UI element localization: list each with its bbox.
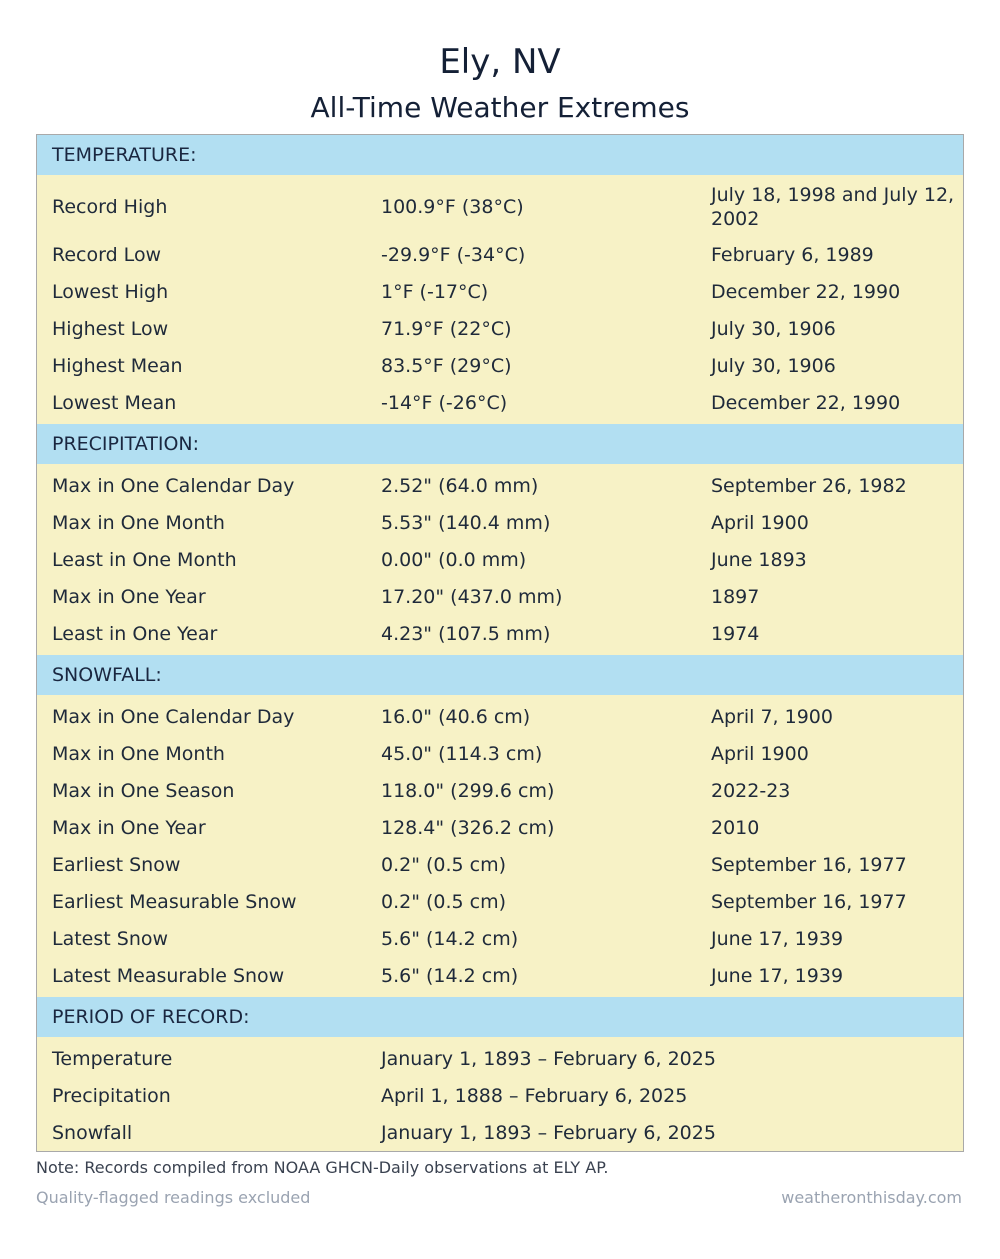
table-row	[37, 615, 963, 652]
row-value: 83.5°F (29°C)	[381, 354, 512, 377]
row-date: 1897	[711, 585, 760, 608]
table-row	[37, 883, 963, 920]
table-row	[37, 504, 963, 541]
table-row	[37, 957, 963, 994]
row-value: 128.4" (326.2 cm)	[381, 816, 555, 839]
row-date: April 1900	[711, 511, 809, 534]
extremes-table	[36, 134, 964, 1152]
row-value: 100.9°F (38°C)	[381, 196, 524, 218]
table-row	[37, 735, 963, 772]
row-label: Lowest Mean	[52, 391, 177, 414]
row-value: 1°F (-17°C)	[381, 280, 489, 303]
row-date: July 30, 1906	[711, 354, 836, 377]
table-row	[37, 310, 963, 347]
row-value: 0.00" (0.0 mm)	[381, 548, 527, 571]
row-label: Max in One Year	[52, 585, 206, 608]
row-label: Precipitation	[52, 1084, 171, 1107]
row-date: June 17, 1939	[711, 964, 844, 987]
row-value: -14°F (-26°C)	[381, 391, 508, 414]
row-label: Max in One Month	[52, 742, 225, 765]
footer-site-credit: weatheronthisday.com	[781, 1188, 962, 1207]
row-value: January 1, 1893 – February 6, 2025	[381, 1121, 716, 1144]
table-row	[37, 384, 963, 421]
row-date: 2022-23	[711, 779, 791, 802]
row-value: 5.6" (14.2 cm)	[381, 927, 519, 950]
row-value: 118.0" (299.6 cm)	[381, 779, 555, 802]
row-date: 2010	[711, 816, 760, 839]
section-header-snowfall: SNOWFALL:	[37, 655, 963, 695]
table-row	[37, 920, 963, 957]
row-date: April 1900	[711, 742, 809, 765]
row-label: Max in One Year	[52, 816, 206, 839]
row-label: Earliest Snow	[52, 853, 181, 876]
row-label: Latest Snow	[52, 927, 169, 950]
row-value: 0.2" (0.5 cm)	[381, 890, 507, 913]
row-value: 17.20" (437.0 mm)	[381, 585, 563, 608]
table-row	[37, 846, 963, 883]
row-label: Least in One Year	[52, 622, 218, 645]
row-value: -29.9°F (-34°C)	[381, 243, 526, 266]
row-label: Latest Measurable Snow	[52, 964, 285, 987]
row-label: Temperature	[52, 1047, 173, 1070]
row-value: 16.0" (40.6 cm)	[381, 705, 531, 728]
row-value: April 1, 1888 – February 6, 2025	[381, 1084, 688, 1107]
row-date: September 16, 1977	[711, 853, 907, 876]
table-row	[37, 347, 963, 384]
row-date: 1974	[711, 622, 760, 645]
row-label: Max in One Season	[52, 779, 235, 802]
row-label: Max in One Calendar Day	[52, 474, 295, 497]
table-row	[37, 1040, 963, 1077]
row-label: Record Low	[52, 243, 162, 266]
table-row	[37, 178, 963, 236]
row-label: Snowfall	[52, 1121, 133, 1144]
row-value: 5.53" (140.4 mm)	[381, 511, 551, 534]
row-value: 5.6" (14.2 cm)	[381, 964, 519, 987]
table-row	[37, 1077, 963, 1114]
section-header-temperature: TEMPERATURE:	[37, 135, 963, 175]
row-date: July 18, 1998 and July 12, 2002	[711, 184, 955, 230]
row-label: Highest Mean	[52, 354, 183, 377]
row-date: December 22, 1990	[711, 280, 901, 303]
row-label: Earliest Measurable Snow	[52, 890, 297, 913]
row-value: 4.23" (107.5 mm)	[381, 622, 551, 645]
row-date: April 7, 1900	[711, 705, 833, 728]
page-title: Ely, NV	[439, 42, 561, 82]
row-date: September 26, 1982	[711, 474, 907, 497]
table-row	[37, 698, 963, 735]
table-row	[37, 578, 963, 615]
table-row	[37, 1114, 963, 1151]
note-text: Note: Records compiled from NOAA GHCN-Daily observations at ELY AP.	[36, 1158, 609, 1177]
section-header-precipitation: PRECIPITATION:	[37, 424, 963, 464]
row-label: Max in One Month	[52, 511, 225, 534]
table-row	[37, 236, 963, 273]
page-subtitle: All-Time Weather Extremes	[310, 91, 690, 124]
row-date: June 17, 1939	[711, 927, 844, 950]
table-row	[37, 772, 963, 809]
row-value: 71.9°F (22°C)	[381, 317, 512, 340]
row-date: December 22, 1990	[711, 391, 901, 414]
table-row	[37, 273, 963, 310]
row-label: Highest Low	[52, 317, 169, 340]
table-row	[37, 467, 963, 504]
row-date: February 6, 1989	[711, 243, 874, 266]
section-header-period-of-record: PERIOD OF RECORD:	[37, 997, 963, 1037]
row-value: January 1, 1893 – February 6, 2025	[381, 1047, 716, 1070]
table-row	[37, 541, 963, 578]
footer-disclaimer: Quality-flagged readings excluded	[36, 1188, 311, 1207]
row-value: 2.52" (64.0 mm)	[381, 474, 539, 497]
row-date: June 1893	[711, 548, 807, 571]
row-label: Max in One Calendar Day	[52, 705, 295, 728]
row-date: July 30, 1906	[711, 317, 836, 340]
row-value: 45.0" (114.3 cm)	[381, 742, 543, 765]
table-row	[37, 809, 963, 846]
row-label: Lowest High	[52, 280, 169, 303]
row-label: Record High	[52, 196, 168, 218]
row-date: September 16, 1977	[711, 890, 907, 913]
row-value: 0.2" (0.5 cm)	[381, 853, 507, 876]
row-label: Least in One Month	[52, 548, 237, 571]
